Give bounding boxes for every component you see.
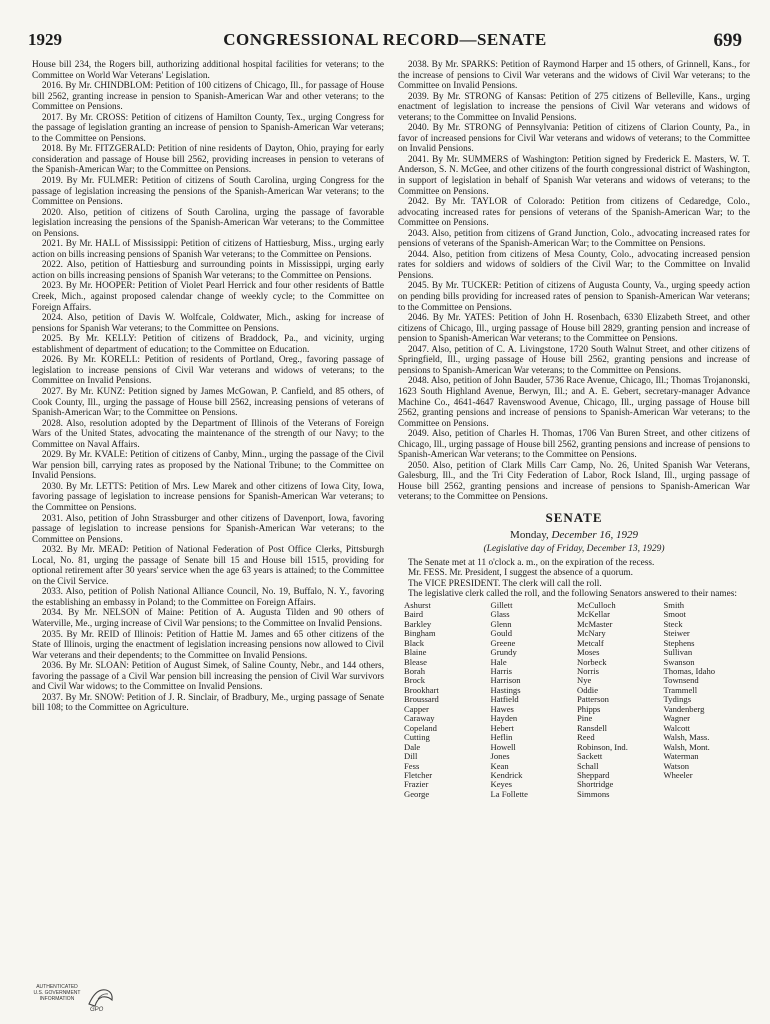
senator-name: Frazier: [404, 779, 429, 790]
stamp-line: INFORMATION: [39, 996, 75, 1002]
senator-name: Sullivan: [663, 647, 693, 658]
senator-name: Vandenberg: [663, 703, 705, 714]
senator-name: Glenn: [490, 618, 512, 629]
senator-name: Ransdell: [577, 722, 608, 733]
senator-name: Caraway: [404, 713, 435, 724]
senator-name: Hawes: [490, 703, 514, 714]
stamp-text: [30, 984, 84, 1002]
senator-name: McKellar: [577, 609, 610, 620]
senator-name: Fess: [404, 760, 420, 771]
senator-name: Hebert: [490, 722, 514, 733]
petition-paragraph: 2036. By Mr. SLOAN: Petition of August Simek, of Saline County, Nebr., and 144 others, favoring the passage of a Civil War pension bill increasing the pension of Civil War survivors and Civil War widows; to the Committee on Invalid Pensions.: [32, 661, 384, 693]
session-day: Monday,: [510, 528, 549, 541]
senator-name: Dill: [404, 751, 418, 762]
petition-paragraph: 2040. By Mr. STRONG of Pennsylvania: Petition of citizens of Clarion County, Pa., in favor of increased pensions for Civil War veterans and widows of veterans; to the Committee on Invalid Pensions.: [398, 123, 750, 155]
header-title: CONGRESSIONAL RECORD—SENATE: [223, 30, 547, 49]
right-column: [398, 60, 750, 799]
proceedings-paragraph: The Senate met at 11 o'clock a. m., on the expiration of the recess.: [408, 557, 655, 568]
senator-name: Brookhart: [404, 684, 439, 695]
header-page-number: 699: [713, 30, 742, 51]
senator-name: Watson: [663, 760, 690, 771]
petition-paragraph: 2027. By Mr. KUNZ: Petition signed by James McGowan, P. Canfield, and 85 others, of Cook County, Ill., urging the passage of House bill 2562, increasing pensions of veterans of Spanish-American War; to the Committee on Pensions.: [32, 386, 384, 419]
senator-name: Steck: [663, 618, 683, 629]
petition-paragraph: 2026. By Mr. KORELL: Petition of residents of Portland, Oreg., favoring passage of legislation to increase pensions of Civil War veterans and widows of veterans; to the Committee on Invalid Pensions.: [32, 355, 384, 387]
senator-name: Patterson: [577, 694, 609, 705]
senator-name: Swanson: [663, 656, 695, 667]
senator-name: McNary: [577, 628, 606, 639]
petition-paragraph: 2019. By Mr. FULMER: Petition of citizens of South Carolina, urging Congress for the passage of legislation increasing the pensions of the Spanish-American War veterans; to the Committee on Pensions.: [32, 176, 384, 208]
roll-call-column: [664, 601, 751, 800]
senator-name: Smith: [663, 599, 685, 610]
senator-name: Brock: [404, 675, 426, 686]
senator-name: Metcalf: [577, 637, 604, 648]
senator-name: Borah: [404, 665, 426, 676]
session-date-text: December 16, 1929: [551, 528, 638, 541]
senator-name: Capper: [404, 703, 429, 714]
senator-name: Shortridge: [577, 779, 614, 790]
petition-paragraph: 2020. Also, petition of citizens of South Carolina, urging the passage of favorable legislation increasing the pensions of the Spanish-American War veterans; to the Committee on Pensions.: [32, 207, 384, 239]
header-year: 1929: [28, 30, 62, 49]
senator-name: Steiwer: [663, 628, 690, 639]
petition-paragraph: 2048. Also, petition of John Bauder, 5736 Race Avenue, Chicago, Ill.; Thomas Trojanonski, 1623 South Highland Avenue, Berwyn, Ill.; and A. E. Gebert, secretary-manager Advance Machine Co., 4641-4647 Ravenswood Avenue, Chicago, Ill., urging passage of House bill 2562, granting pensions and increase of pensions to Spanish-American War veterans; to the Committee on Pensions.: [398, 376, 750, 429]
senator-name: Barkley: [404, 618, 432, 629]
senator-name: Walcott: [663, 722, 691, 733]
petition-paragraph: 2034. By Mr. NELSON of Maine: Petition of A. Augusta Tilden and 90 others of Waterville, Me., urging increase of Civil War pensions; to the Committee on Invalid Pensions.: [32, 608, 384, 629]
senator-name: Townsend: [663, 675, 699, 686]
senator-name: Hatfield: [490, 694, 519, 705]
senator-name: Sheppard: [577, 769, 610, 780]
legislative-day: (Legislative day of Friday, December 13, 1929): [483, 544, 665, 555]
petition-paragraph: House bill 234, the Rogers bill, authorizing additional hospital facilities for veterans; to the Committee on World War Veterans' Legislation.: [32, 60, 384, 81]
senator-name: Tydings: [663, 694, 692, 705]
gpo-eagle-logo: [86, 984, 116, 1012]
proceedings-paragraph: The VICE PRESIDENT. The clerk will call the roll.: [408, 578, 602, 589]
roll-call-column: [577, 601, 664, 800]
senator-name: Baird: [404, 609, 424, 620]
senator-name: Harrison: [490, 675, 521, 686]
petition-paragraph: 2028. Also, resolution adopted by the Department of Illinois of the Veterans of Foreign Wars of the United States, advocating the maintenance of the strength of our Navy; to the Committee on Naval Affairs.: [32, 418, 384, 450]
senator-name: Wagner: [663, 713, 691, 724]
senator-name: Kendrick: [490, 769, 523, 780]
senator-name: Jones: [490, 751, 510, 762]
senator-name: Copeland: [404, 722, 437, 733]
senate-proceedings: [398, 558, 750, 600]
session-date: [398, 530, 750, 541]
senator-name: Harris: [490, 665, 512, 676]
petition-paragraph: 2042. By Mr. TAYLOR of Colorado: Petition from citizens of Cedaredge, Colo., advocating increased rates for pensions of veterans of the Spanish-American War; to the Committee on Pensions.: [398, 197, 750, 229]
stamp-line: AUTHENTICATED: [36, 984, 78, 990]
petition-paragraph: 2043. Also, petition from citizens of Grand Junction, Colo., advocating increased rates for pensions of veterans of the Spanish-American War; to the Committee on Pensions.: [398, 228, 750, 250]
senator-name: Simmons: [577, 788, 610, 799]
petition-paragraph: 2046. By Mr. YATES: Petition of John H. Rosenbach, 6330 Elizabeth Street, and other citizens of Chicago, Ill., urging passage of House bill 2829, granting pension and increase of pension to Spanish-American War veterans; to the Committee on Pensions.: [398, 313, 750, 345]
senator-name: Trammell: [663, 684, 698, 695]
authentication-stamp: [30, 978, 110, 1016]
petition-paragraph: 2047. Also, petition of C. A. Livingstone, 1720 South Walnut Street, and other citizens of Springfield, Ill., urging passage of House bill 2562, granting pensions and increase of pensions to Spanish-American War veterans; to the Committee on Pensions.: [398, 344, 750, 376]
senator-name: Glass: [490, 609, 510, 620]
senator-name: McMaster: [577, 618, 613, 629]
senator-name: Sackett: [577, 751, 603, 762]
left-column: [32, 60, 384, 714]
senator-name: Schall: [577, 760, 599, 771]
senator-name: Gould: [490, 628, 512, 639]
petition-paragraph: 2038. By Mr. SPARKS: Petition of Raymond Harper and 15 others, of Grinnell, Kans., for the increase of pensions to Civil War veterans and the widows of Civil War veterans; to the Committee on Invalid Pensions.: [398, 60, 750, 92]
senator-name: Moses: [577, 647, 600, 658]
roll-call-list: [398, 601, 750, 800]
senator-name: Black: [404, 637, 425, 648]
petition-paragraph: 2041. By Mr. SUMMERS of Washington: Petition signed by Frederick E. Masters, W. T. Anderson, S. N. McGee, and other citizens of the fourth congressional district of Washington, in support of legislation in behalf of Spanish War veterans and widows of veterans; to the Committee on Pensions.: [398, 154, 750, 197]
right-petitions: [398, 60, 750, 503]
petition-paragraph: 2022. Also, petition of Hattiesburg and surrounding points in Mississippi, urging early action on bills increasing pensions of Spanish War veterans; to the Committee on Pensions.: [32, 260, 384, 281]
senator-name: Dale: [404, 741, 421, 752]
senator-name: Stephens: [663, 637, 695, 648]
senator-name: Hastings: [490, 684, 521, 695]
petition-paragraph: 2044. Also, petition from citizens of Mesa County, Colo., advocating increased pension rates for soldiers and widows of soldiers of the Civil War; to the Committee on Invalid Pensions.: [398, 249, 750, 281]
senator-name: Gillett: [490, 599, 513, 610]
petition-paragraph: 2031. Also, petition of John Strassburger and other citizens of Davenport, Iowa, favoring passage of legislation to increase pensions for Spanish-American War veterans; to the Committee on Pensions.: [32, 513, 384, 545]
petition-paragraph: 2050. Also, petition of Clark Mills Carr Camp, No. 26, United Spanish War Veterans, Galesburg, Ill., and the Tri City Federation of Labor, Rock Island, Ill., urging passage of House bill 2562, granting pensions and increase of pensions to Spanish-American War veterans; to the Committee on Pensions.: [398, 460, 750, 503]
senator-name: Cutting: [404, 732, 430, 743]
senator-name: McCulloch: [577, 599, 616, 610]
senator-name: La Follette: [490, 788, 528, 799]
petition-paragraph: 2021. By Mr. HALL of Mississippi: Petition of citizens of Hattiesburg, Miss., urging early action on bills increasing pensions of Spanish War veterans; to the Committee on Pensions.: [32, 239, 384, 260]
senator-name: Greene: [490, 637, 516, 648]
senator-name: Robinson, Ind.: [577, 741, 628, 752]
petition-paragraph: 2033. Also, petition of Polish National Alliance Council, No. 19, Buffalo, N. Y., favoring the establishing an embassy in Poland; to the Committee on Foreign Affairs.: [32, 587, 384, 608]
senator-name: Waterman: [663, 751, 699, 762]
petition-paragraph: 2016. By Mr. CHINDBLOM: Petition of 100 citizens of Chicago, Ill., for passage of House bill 2562, granting increase in pension to Spanish-American War and other veterans; to the Committee on Pensions.: [32, 81, 384, 113]
roll-call-column: [404, 601, 491, 800]
senator-name: Hale: [490, 656, 507, 667]
petition-paragraph: 2024. Also, petition of Davis W. Wolfcale, Coldwater, Mich., asking for increase of pensions for Spanish War veterans; to the Committee on Pensions.: [32, 313, 384, 334]
proceedings-paragraph: The legislative clerk called the roll, and the following Senators answered to their names:: [408, 589, 737, 600]
petition-paragraph: 2049. Also, petition of Charles H. Thomas, 1706 Van Buren Street, and other citizens of Chicago, Ill., urging passage of House bill 2562, granting pensions and increase of pensions to Spanish-American War veterans; to the Committee on Pensions.: [398, 429, 750, 461]
petition-paragraph: 2029. By Mr. KVALE: Petition of citizens of Canby, Minn., urging the passage of the Civil War pension bill, carrying rates as proposed by the National Tribune; to the Committee on Invalid Pensions.: [32, 450, 384, 482]
senator-name: Reed: [577, 732, 595, 743]
senator-name: Norbeck: [577, 656, 607, 667]
petition-paragraph: 2018. By Mr. FITZGERALD: Petition of nine residents of Dayton, Ohio, praying for early consideration and passage of House bill 2562, providing increases in pension to veterans of the Spanish-American War; to the Committee on Pensions.: [32, 144, 384, 176]
petition-paragraph: 2035. By Mr. REID of Illinois: Petition of Hattie M. James and 65 other citizens of the State of Illinois, urging the enactment of legislation increasing pensions now allowed to Civil War veterans and their dependents; to the Committee on Invalid Pensions.: [32, 629, 384, 661]
stamp-line: U.S. GOVERNMENT: [33, 990, 81, 996]
proceedings-paragraph: Mr. FESS. Mr. President, I suggest the absence of a quorum.: [408, 568, 633, 579]
senator-name: Broussard: [404, 694, 439, 705]
petition-paragraph: 2045. By Mr. TUCKER: Petition of citizens of Augusta County, Va., urging speedy action on pending bills providing for increased rates of pension to Spanish-American War veterans; to the Committee on Pensions.: [398, 281, 750, 313]
petition-paragraph: 2023. By Mr. HOOPER: Petition of Violet Pearl Herrick and four other residents of Battle Creek, Mich., against proposed calendar change of weekly cycle; to the Committee on Foreign Affairs.: [32, 281, 384, 313]
petition-paragraph: 2032. By Mr. MEAD: Petition of National Federation of Post Office Clerks, Pittsburgh Local, No. 81, urging the passage of Senate bill 15 and House bill 1515, providing for optional retirement after 30 years' service when the age 63 years is attained; to the Committee on the Civil Service.: [32, 545, 384, 587]
senator-name: Walsh, Mont.: [663, 741, 710, 752]
senator-name: Hayden: [490, 713, 518, 724]
senator-name: Bingham: [404, 628, 436, 639]
senator-name: Fletcher: [404, 769, 433, 780]
petition-paragraph: 2039. By Mr. STRONG of Kansas: Petition of 275 citizens of Belleville, Kans., urging enactment of legislation to increase the pensions of Civil War veterans and widows of veterans; to the Committee on Invalid Pensions.: [398, 91, 750, 123]
senator-name: Blease: [404, 656, 427, 667]
senator-name: Heflin: [490, 732, 513, 743]
senate-heading: SENATE: [545, 509, 603, 525]
senator-name: Walsh, Mass.: [663, 732, 710, 743]
senator-name: Blaine: [404, 647, 427, 658]
senator-name: Howell: [490, 741, 516, 752]
senator-name: Grundy: [490, 647, 517, 658]
petition-paragraph: 2037. By Mr. SNOW: Petition of J. R. Sinclair, of Bradbury, Me., urging passage of Senate bill 108; to the Committee on Agriculture.: [32, 692, 384, 714]
senator-name: Smoot: [663, 609, 686, 620]
senator-name: Pine: [577, 713, 593, 724]
petition-paragraph: 2025. By Mr. KELLY: Petition of citizens of Braddock, Pa., and vicinity, urging establishment of department of education; to the Committee on Education.: [32, 334, 384, 355]
senator-name: Keyes: [490, 779, 512, 790]
senator-name: Norris: [577, 665, 599, 676]
page-header: [28, 30, 742, 52]
roll-call-column: [491, 601, 578, 800]
senator-name: Thomas, Idaho: [663, 665, 716, 676]
senator-name: Nye: [577, 675, 592, 686]
petition-paragraph: 2017. By Mr. CROSS: Petition of citizens of Hamilton County, Tex., urging Congress for the passage of legislation granting an increase of pension to Spanish-American War veterans; to the Committee on Pensions.: [32, 112, 384, 144]
senator-name: George: [404, 788, 430, 799]
petition-paragraph: 2030. By Mr. LETTS: Petition of Mrs. Lew Marek and other citizens of Iowa City, Iowa, favoring passage of legislation to increase pensions for Spanish-American War veterans; to the Committee on Pensions.: [32, 481, 384, 513]
senator-name: Wheeler: [663, 769, 693, 780]
gpo-mark-text: GPO: [90, 1007, 104, 1012]
senator-name: Ashurst: [404, 599, 431, 610]
senator-name: Phipps: [577, 703, 601, 714]
senator-name: Kean: [490, 760, 509, 771]
senator-name: Oddie: [577, 684, 599, 695]
